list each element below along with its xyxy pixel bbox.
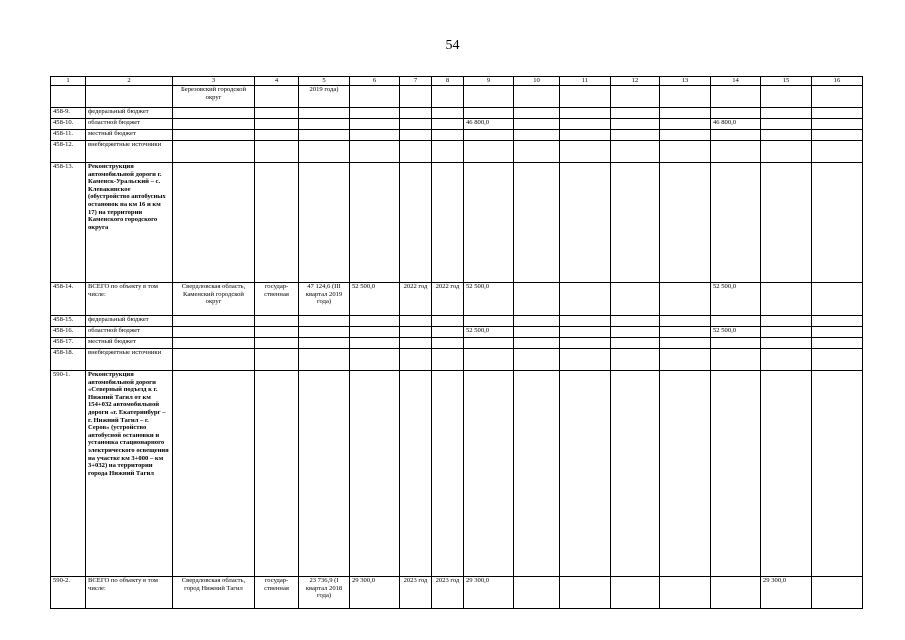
cell-col-13	[660, 141, 711, 163]
cell-col-6	[350, 108, 400, 119]
cell-col-10	[514, 163, 560, 283]
cell-col-6	[350, 141, 400, 163]
cell-col-1: 458-15.	[51, 316, 86, 327]
cell-col-1: 590-1.	[51, 371, 86, 577]
cell-col-12	[611, 141, 660, 163]
cell-col-9: 52 500,0	[464, 283, 514, 316]
cell-col-5	[299, 371, 350, 577]
cell-col-6	[350, 86, 400, 108]
cell-col-7	[400, 163, 432, 283]
cell-col-3: Березовский городской округ	[173, 86, 255, 108]
cell-col-15	[761, 141, 812, 163]
cell-col-15	[761, 163, 812, 283]
cell-col-7	[400, 86, 432, 108]
cell-col-8: 2022 год	[432, 283, 464, 316]
cell-col-4	[255, 316, 299, 327]
table-row-r-458-17	[51, 338, 863, 349]
cell-col-13	[660, 371, 711, 577]
cell-col-5: 2019 года)	[299, 86, 350, 108]
cell-col-13	[660, 349, 711, 371]
cell-col-2: Реконструкция автомобильной дороги «Северный подъезд к г. Нижний Тагил от км 154+032 автомобильной дороги «г. Екатеринбург – г. Нижний Тагил – г. Серов» (устройство автобусной остановки и установка стационарного электрического освещения на участке км 3+000 – км 3+032) на территории города Нижний Тагил	[86, 371, 173, 577]
cell-col-1: 458-11.	[51, 130, 86, 141]
cell-col-13	[660, 283, 711, 316]
cell-col-1: 458-17.	[51, 338, 86, 349]
cell-col-4: государ-ственная	[255, 577, 299, 609]
cell-col-12	[611, 86, 660, 108]
cell-col-8	[432, 338, 464, 349]
cell-col-4	[255, 163, 299, 283]
cell-col-15	[761, 86, 812, 108]
cell-col-2: федеральный бюджет	[86, 316, 173, 327]
cell-col-16	[812, 283, 863, 316]
cell-col-13	[660, 108, 711, 119]
page-number: 54	[445, 38, 460, 53]
cell-col-15	[761, 327, 812, 338]
cell-col-8: 2023 год	[432, 577, 464, 609]
cell-col-3: Свердловская область, Каменский городской округ	[173, 283, 255, 316]
cell-col-2	[86, 86, 173, 108]
cell-col-9	[464, 163, 514, 283]
cell-col-10	[514, 86, 560, 108]
cell-col-12	[611, 327, 660, 338]
cell-col-10	[514, 119, 560, 130]
cell-col-14: 52 500,0	[711, 327, 761, 338]
cell-col-13	[660, 163, 711, 283]
table-row-r-458-12	[51, 141, 863, 163]
table-row-r-590-2	[51, 577, 863, 609]
cell-col-4	[255, 108, 299, 119]
cell-col-10	[514, 371, 560, 577]
cell-col-12	[611, 119, 660, 130]
cell-col-8	[432, 130, 464, 141]
column-number-10: 10	[514, 77, 560, 86]
cell-col-5	[299, 338, 350, 349]
cell-col-16	[812, 163, 863, 283]
cell-col-15: 29 300,0	[761, 577, 812, 609]
cell-col-8	[432, 327, 464, 338]
cell-col-13	[660, 327, 711, 338]
cell-col-11	[560, 327, 611, 338]
cell-col-8	[432, 119, 464, 130]
cell-col-12	[611, 283, 660, 316]
cell-col-10	[514, 327, 560, 338]
cell-col-5	[299, 163, 350, 283]
cell-col-7: 2023 год	[400, 577, 432, 609]
cell-col-14	[711, 130, 761, 141]
cell-col-3	[173, 371, 255, 577]
cell-col-8	[432, 163, 464, 283]
cell-col-12	[611, 338, 660, 349]
cell-col-5	[299, 130, 350, 141]
cell-col-15	[761, 371, 812, 577]
budget-table-sheet	[50, 76, 863, 609]
cell-col-2: ВСЕГО по объекту в том числе:	[86, 283, 173, 316]
cell-col-10	[514, 338, 560, 349]
column-number-14: 14	[711, 77, 761, 86]
cell-col-16	[812, 86, 863, 108]
cell-col-2: внебюджетные источники	[86, 141, 173, 163]
cell-col-11	[560, 119, 611, 130]
cell-col-13	[660, 86, 711, 108]
table-row-r-458-11	[51, 130, 863, 141]
cell-col-10	[514, 577, 560, 609]
cell-col-9	[464, 338, 514, 349]
cell-col-11	[560, 141, 611, 163]
table-row-r-458-10	[51, 119, 863, 130]
cell-col-6	[350, 163, 400, 283]
table-row-r-458-14	[51, 283, 863, 316]
table-row-r-458-9	[51, 108, 863, 119]
cell-col-16	[812, 108, 863, 119]
cell-col-14	[711, 108, 761, 119]
cell-col-2: областной бюджет	[86, 119, 173, 130]
cell-col-9	[464, 130, 514, 141]
cell-col-3	[173, 130, 255, 141]
cell-col-12	[611, 163, 660, 283]
cell-col-1: 458-14.	[51, 283, 86, 316]
cell-col-15	[761, 130, 812, 141]
column-number-row	[51, 77, 863, 86]
cell-col-8	[432, 371, 464, 577]
cell-col-9	[464, 86, 514, 108]
cell-col-15	[761, 283, 812, 316]
cell-col-1: 458-18.	[51, 349, 86, 371]
column-number-7: 7	[400, 77, 432, 86]
cell-col-7	[400, 316, 432, 327]
cell-col-5: 47 124,6 (III квартал 2019 года)	[299, 283, 350, 316]
cell-col-2: Реконструкция автомобильной дороги г. Каменск-Уральский – с. Клевакинское (обустройство автобусных остановок на км 16 и км 17) на территории Каменского городского округа	[86, 163, 173, 283]
cell-col-5	[299, 108, 350, 119]
cell-col-4: государ-ственная	[255, 283, 299, 316]
cell-col-4	[255, 371, 299, 577]
cell-col-9	[464, 316, 514, 327]
cell-col-11	[560, 130, 611, 141]
cell-col-14	[711, 163, 761, 283]
column-number-8: 8	[432, 77, 464, 86]
cell-col-14: 52 500,0	[711, 283, 761, 316]
cell-col-3	[173, 327, 255, 338]
cell-col-1: 458-10.	[51, 119, 86, 130]
cell-col-14	[711, 316, 761, 327]
cell-col-11	[560, 371, 611, 577]
cell-col-7	[400, 119, 432, 130]
cell-col-4	[255, 119, 299, 130]
column-number-1: 1	[51, 77, 86, 86]
cell-col-16	[812, 327, 863, 338]
cell-col-6	[350, 119, 400, 130]
cell-col-7: 2022 год	[400, 283, 432, 316]
cell-col-8	[432, 108, 464, 119]
table-row-r-590-1	[51, 371, 863, 577]
cell-col-1: 458-9.	[51, 108, 86, 119]
cell-col-5	[299, 316, 350, 327]
cell-col-15	[761, 316, 812, 327]
cell-col-10	[514, 130, 560, 141]
cell-col-4	[255, 327, 299, 338]
cell-col-16	[812, 119, 863, 130]
cell-col-2: областной бюджет	[86, 327, 173, 338]
cell-col-13	[660, 338, 711, 349]
cell-col-7	[400, 338, 432, 349]
cell-col-16	[812, 316, 863, 327]
cell-col-6	[350, 349, 400, 371]
cell-col-15	[761, 119, 812, 130]
cell-col-10	[514, 141, 560, 163]
cell-col-7	[400, 371, 432, 577]
cell-col-4	[255, 130, 299, 141]
column-number-4: 4	[255, 77, 299, 86]
cell-col-16	[812, 130, 863, 141]
cell-col-6: 29 300,0	[350, 577, 400, 609]
cell-col-14	[711, 577, 761, 609]
cell-col-7	[400, 327, 432, 338]
cell-col-9	[464, 141, 514, 163]
cell-col-2: местный бюджет	[86, 130, 173, 141]
cell-col-15	[761, 338, 812, 349]
cell-col-1: 590-2.	[51, 577, 86, 609]
cell-col-14	[711, 371, 761, 577]
cell-col-6	[350, 327, 400, 338]
table-row-r-458-15	[51, 316, 863, 327]
cell-col-1: 458-12.	[51, 141, 86, 163]
cell-col-9: 29 300,0	[464, 577, 514, 609]
cell-col-5	[299, 349, 350, 371]
cell-col-10	[514, 349, 560, 371]
cell-col-16	[812, 371, 863, 577]
cell-col-15	[761, 108, 812, 119]
cell-col-1: 458-13.	[51, 163, 86, 283]
cell-col-3	[173, 108, 255, 119]
cell-col-2: местный бюджет	[86, 338, 173, 349]
cell-col-11	[560, 283, 611, 316]
cell-col-11	[560, 349, 611, 371]
table-row-r-458-18	[51, 349, 863, 371]
cell-col-14	[711, 349, 761, 371]
cell-col-5: 23 736,9 (I квартал 2018 года)	[299, 577, 350, 609]
cell-col-4	[255, 338, 299, 349]
cell-col-11	[560, 108, 611, 119]
cell-col-2: федеральный бюджет	[86, 108, 173, 119]
cell-col-10	[514, 108, 560, 119]
table-row-r-458-16	[51, 327, 863, 338]
column-number-5: 5	[299, 77, 350, 86]
cell-col-7	[400, 349, 432, 371]
cell-col-11	[560, 86, 611, 108]
cell-col-7	[400, 108, 432, 119]
cell-col-16	[812, 577, 863, 609]
cell-col-9: 52 500,0	[464, 327, 514, 338]
cell-col-8	[432, 86, 464, 108]
cell-col-4	[255, 141, 299, 163]
cell-col-6: 52 500,0	[350, 283, 400, 316]
cell-col-14: 46 800,0	[711, 119, 761, 130]
cell-col-16	[812, 349, 863, 371]
cell-col-3	[173, 119, 255, 130]
cell-col-9	[464, 349, 514, 371]
cell-col-12	[611, 108, 660, 119]
cell-col-14	[711, 338, 761, 349]
column-number-9: 9	[464, 77, 514, 86]
cell-col-8	[432, 141, 464, 163]
cell-col-11	[560, 163, 611, 283]
cell-col-14	[711, 86, 761, 108]
cell-col-8	[432, 316, 464, 327]
cell-col-14	[711, 141, 761, 163]
column-number-6: 6	[350, 77, 400, 86]
cell-col-12	[611, 577, 660, 609]
column-number-16: 16	[812, 77, 863, 86]
table-row-r-cont	[51, 86, 863, 108]
cell-col-5	[299, 119, 350, 130]
cell-col-3: Свердловская область, город Нижний Тагил	[173, 577, 255, 609]
cell-col-7	[400, 141, 432, 163]
cell-col-6	[350, 316, 400, 327]
column-number-11: 11	[560, 77, 611, 86]
column-number-2: 2	[86, 77, 173, 86]
cell-col-13	[660, 316, 711, 327]
cell-col-3	[173, 163, 255, 283]
cell-col-3	[173, 338, 255, 349]
cell-col-4	[255, 349, 299, 371]
cell-col-6	[350, 338, 400, 349]
cell-col-11	[560, 316, 611, 327]
cell-col-6	[350, 130, 400, 141]
cell-col-5	[299, 327, 350, 338]
cell-col-3	[173, 349, 255, 371]
cell-col-11	[560, 338, 611, 349]
cell-col-13	[660, 577, 711, 609]
table-row-r-458-13	[51, 163, 863, 283]
cell-col-5	[299, 141, 350, 163]
cell-col-2: ВСЕГО по объекту в том числе:	[86, 577, 173, 609]
cell-col-6	[350, 371, 400, 577]
cell-col-15	[761, 349, 812, 371]
column-number-3: 3	[173, 77, 255, 86]
cell-col-10	[514, 283, 560, 316]
cell-col-1	[51, 86, 86, 108]
cell-col-10	[514, 316, 560, 327]
cell-col-12	[611, 371, 660, 577]
cell-col-13	[660, 130, 711, 141]
cell-col-13	[660, 119, 711, 130]
cell-col-16	[812, 338, 863, 349]
cell-col-4	[255, 86, 299, 108]
cell-col-7	[400, 130, 432, 141]
cell-col-12	[611, 316, 660, 327]
cell-col-2: внебюджетные источники	[86, 349, 173, 371]
cell-col-8	[432, 349, 464, 371]
cell-col-12	[611, 349, 660, 371]
column-number-12: 12	[611, 77, 660, 86]
budget-table	[50, 76, 863, 609]
cell-col-3	[173, 316, 255, 327]
cell-col-16	[812, 141, 863, 163]
cell-col-11	[560, 577, 611, 609]
cell-col-3	[173, 141, 255, 163]
column-number-15: 15	[761, 77, 812, 86]
cell-col-9: 46 800,0	[464, 119, 514, 130]
column-number-13: 13	[660, 77, 711, 86]
cell-col-1: 458-16.	[51, 327, 86, 338]
cell-col-9	[464, 371, 514, 577]
cell-col-12	[611, 130, 660, 141]
cell-col-9	[464, 108, 514, 119]
